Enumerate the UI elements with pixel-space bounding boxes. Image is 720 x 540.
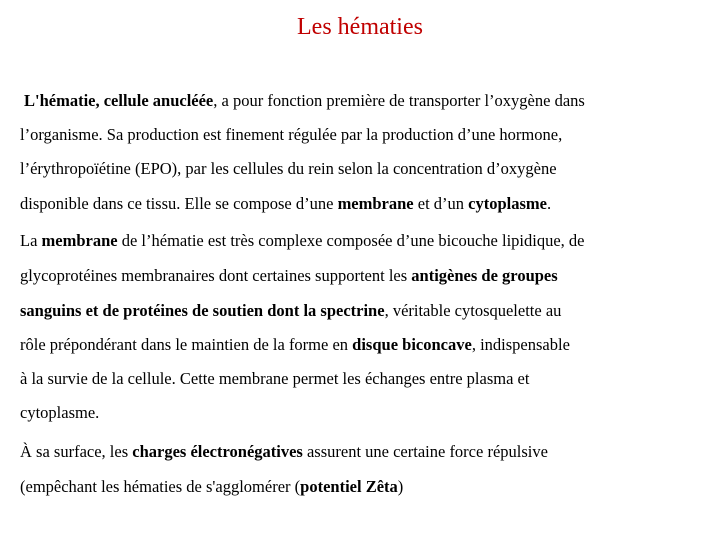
bold-term: sanguins et de protéines de soutien dont la spectrine <box>20 301 385 320</box>
paragraph2-line1 <box>20 231 584 251</box>
text-run: assurent une certaine force répulsive <box>302 442 548 461</box>
page-title: Les hématies <box>297 14 423 40</box>
bold-term: disque biconcave <box>352 335 472 354</box>
text-run: rôle prépondérant dans le maintien de la forme en <box>20 335 353 354</box>
text-run: , indispensable <box>471 335 570 354</box>
paragraph2-line6 <box>20 403 99 423</box>
text-run: , véritable cytosquelette au <box>384 301 562 320</box>
text-run: glycoprotéines membranaires dont certaines supportent les <box>20 266 412 285</box>
bold-term: charges électronégatives <box>132 442 303 461</box>
text-run: disponible dans ce tissu. Elle se compose d’une <box>20 194 338 213</box>
text-run: cytoplasme. <box>20 403 100 422</box>
text-run: de l’hématie est très complexe composée d’une bicouche lipidique, de <box>117 231 585 250</box>
text-run: À sa surface, les <box>20 442 133 461</box>
text-run: l’érythropoïétine (EPO), par les cellules du rein selon la concentration d’oxygène <box>20 159 557 178</box>
text-run: . <box>547 194 552 213</box>
paragraph1-line4 <box>20 194 551 214</box>
text-run: , a pour fonction première de transporter l’oxygène dans <box>213 91 585 110</box>
paragraph2-line5 <box>20 369 529 389</box>
text-run: (empêchant les hématies de s'agglomérer ( <box>20 477 301 496</box>
bold-term: membrane <box>337 194 414 213</box>
text-run: et d’un <box>413 194 469 213</box>
text-run: ) <box>397 477 404 496</box>
bold-term: antigènes de groupes <box>411 266 558 285</box>
paragraph1-line1 <box>24 91 585 111</box>
paragraph2-line3 <box>20 301 561 321</box>
paragraph1-line3 <box>20 159 557 179</box>
bold-term: L'hématie, cellule anucléée <box>24 91 214 110</box>
paragraph3-line1 <box>20 442 548 462</box>
text-run: La <box>20 231 42 250</box>
paragraph2-line4 <box>20 335 570 355</box>
bold-term: cytoplasme <box>468 194 547 213</box>
paragraph3-line2 <box>20 477 403 497</box>
paragraph1-line2 <box>20 125 562 145</box>
text-run: à la survie de la cellule. Cette membrane permet les échanges entre plasma et <box>20 369 530 388</box>
text-run: l’organisme. Sa production est finement régulée par la production d’une hormone, <box>20 125 563 144</box>
paragraph2-line2 <box>20 266 558 286</box>
bold-term: potentiel Zêta <box>300 477 398 496</box>
bold-term: membrane <box>41 231 118 250</box>
